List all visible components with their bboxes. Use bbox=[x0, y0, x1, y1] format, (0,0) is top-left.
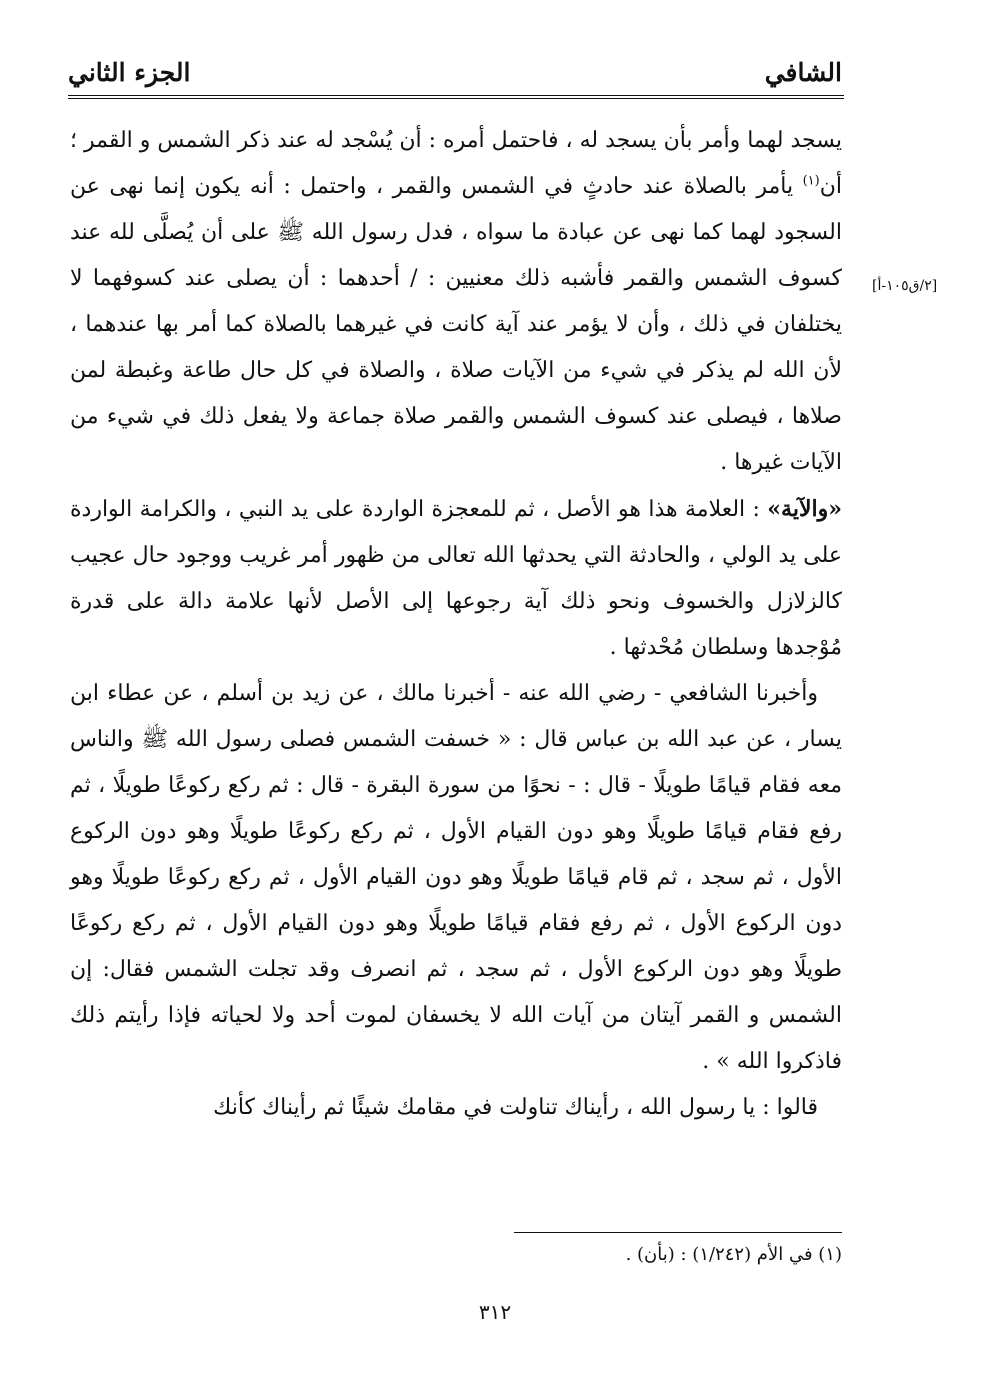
page-header bbox=[68, 58, 842, 94]
paragraph-1 bbox=[70, 118, 842, 486]
paragraph-2-text: : العلامة هذا هو الأصل ، ثم للمعجزة الواردة على يد النبي ، والكرامة الواردة على يد الولي ، والحادثة التي يحدثها الله تعالى من ظهور أمر غريب ووجود حال عجيب كالزلازل والخسوف ونحو ذلك آية رجوعها إلى الأصل لأنها علامة دالة على قدرة مُوْجدها وسلطان مُحْدثها . bbox=[70, 497, 842, 660]
header-rule bbox=[68, 95, 844, 99]
defined-term: «والآية» bbox=[767, 496, 842, 522]
paragraph-1-text-a: يسجد لهما وأمر بأن يسجد له ، فاحتمل أمره : أن يُسْجد له عند ذكر الشمس و القمر ؛ أن bbox=[70, 128, 842, 199]
main-text bbox=[70, 118, 842, 1131]
paragraph-2 bbox=[70, 486, 842, 671]
paragraph-4: قالوا : يا رسول الله ، رأيناك تناولت في مقامك شيئًا ثم رأيناك كأنك bbox=[213, 1095, 818, 1120]
paragraph-3: وأخبرنا الشافعي - رضي الله عنه - أخبرنا مالك ، عن زيد بن أسلم ، عن عطاء ابن يسار ، عن عبد الله بن عباس قال : « خسفت الشمس فصلى رسول الله ﷺ والناس معه فقام قيامًا طويلًا - قال : - نحوًا من سورة البقرة - قال : ثم ركع ركوعًا طويلًا ، ثم رفع فقام قيامًا طويلًا وهو دون القيام الأول ، ثم ركع ركوعًا طويلًا وهو دون الركوع الأول ، ثم سجد ، ثم قام قيامًا طويلًا وهو دون القيام الأول ، ثم ركع ركوعًا طويلًا وهو دون الركوع الأول ، ثم رفع فقام قيامًا طويلًا وهو دون القيام الأول ، ثم ركع ركوعًا طويلًا وهو دون الركوع الأول ، ثم سجد ، ثم انصرف وقد تجلت الشمس فقال: إن الشمس و القمر آيتان من آيات الله لا يخسفان لموت أحد ولا لحياته فإذا رأيتم ذلك فاذكروا الله » . bbox=[70, 681, 842, 1074]
running-head-book-title: الشافي bbox=[764, 58, 842, 87]
footnote: (١) في الأم (١/٢٤٢) : (بأن) . bbox=[625, 1244, 842, 1265]
page-number: ٣١٢ bbox=[478, 1300, 512, 1324]
footnote-marker: (١) bbox=[802, 173, 820, 189]
running-head-part-title: الجزء الثاني bbox=[68, 58, 191, 87]
paragraph-1-text-b: يأمر بالصلاة عند حادثٍ في الشمس والقمر ، واحتمل : أنه يكون إنما نهى عن السجود لهما كما نهى عن عبادة ما سواه ، فدل رسول الله ﷺ على أن يُصلَّى لله عند كسوف الشمس والقمر فأشبه ذلك معنيين : / أحدهما : أن يصلى عند كسوفهما لا يختلفان في ذلك ، وأن لا يؤمر عند آية كانت في غيرهما بالصلاة كما أمر بها عندهما ، لأن الله لم يذكر في شيء من الآيات صلاة ، والصلاة في كل حال طاعة وغبطة لمن صلاها ، فيصلى عند كسوف الشمس والقمر صلاة جماعة ولا يفعل ذلك في شيء من الآيات غيرها . bbox=[70, 174, 842, 475]
footnote-rule bbox=[514, 1232, 842, 1233]
margin-manuscript-reference: [٢/ق١٠٥-أ] bbox=[872, 278, 938, 294]
